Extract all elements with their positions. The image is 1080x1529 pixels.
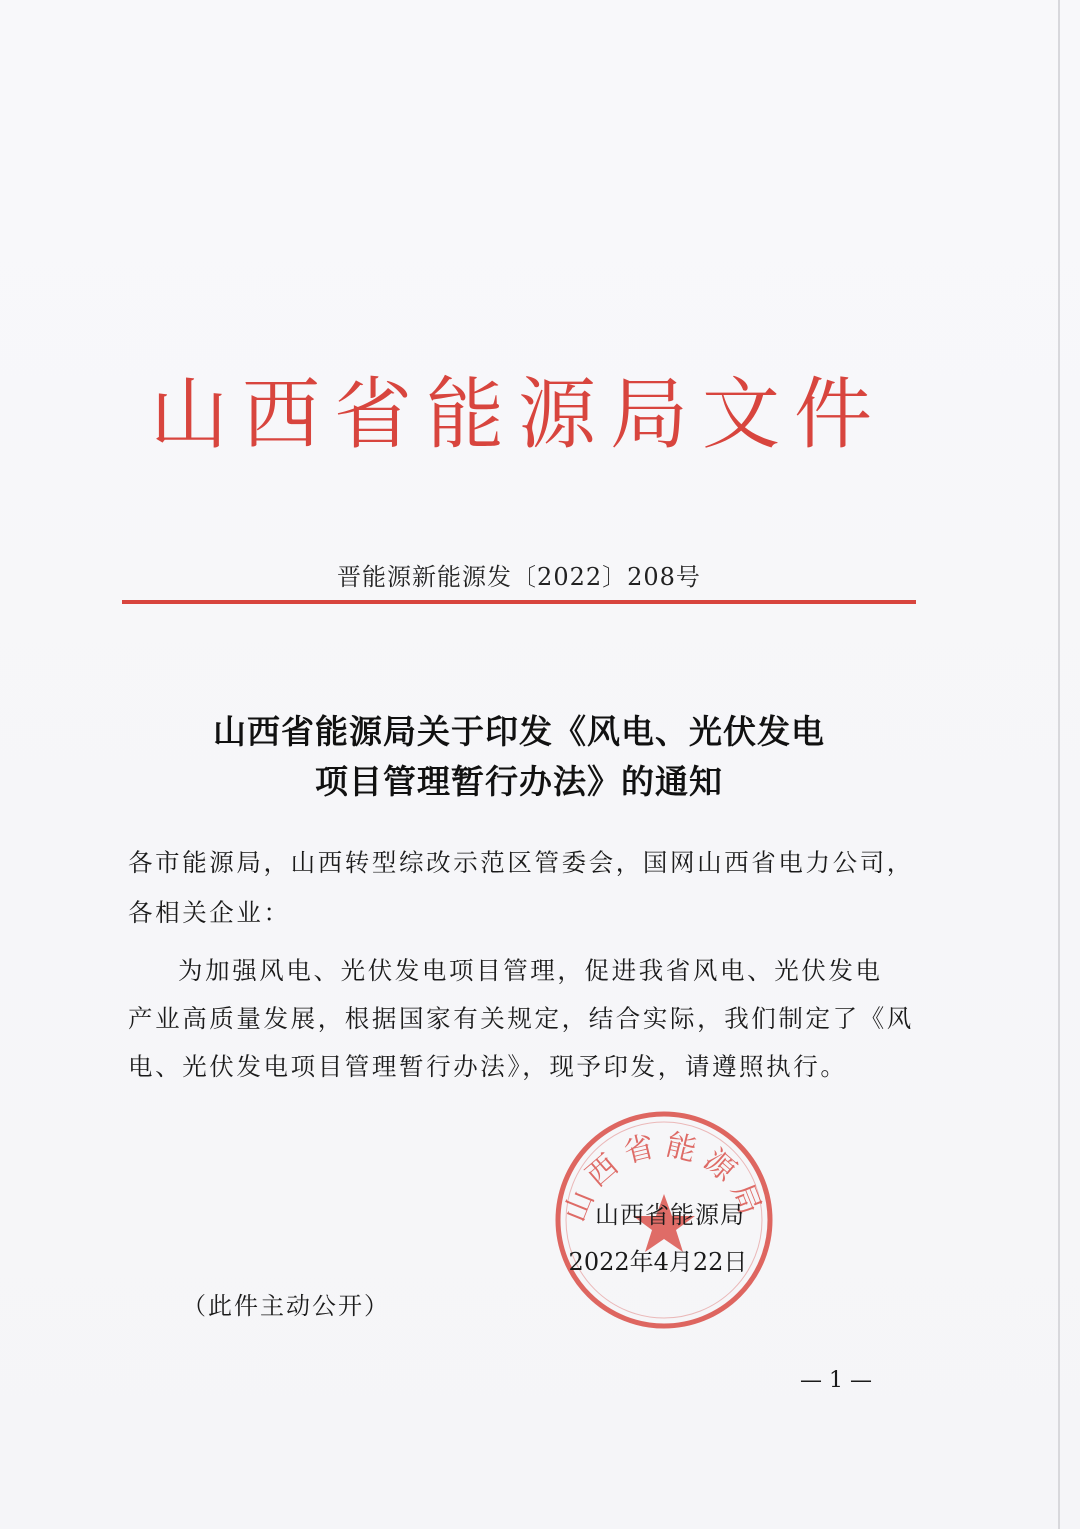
body-paragraph-line-1: 为加强风电、光伏发电项目管理，促进我省风电、光伏发电: [178, 956, 883, 985]
notice-title-line-1: 山西省能源局关于印发《风电、光伏发电: [213, 712, 825, 751]
notice-title-line-2: 项目管理暂行办法》的通知: [315, 762, 723, 801]
body-paragraph-line-2: 产业高质量发展，根据国家有关规定，结合实际，我们制定了《风: [128, 1004, 914, 1033]
document-number: 晋能源新能源发〔2022〕208号: [337, 563, 701, 591]
signature-date: 2022年4月22日: [568, 1248, 748, 1276]
page-number: — 1 —: [800, 1368, 872, 1393]
body-paragraph-line-3: 电、光伏发电项目管理暂行办法》，现予印发，请遵照执行。: [128, 1052, 848, 1081]
issuing-org-title: 山西省能源局文件: [150, 370, 887, 460]
svg-text:山西省能源局: 山西省能源局: [557, 1127, 771, 1227]
signature-organization: 山西省能源局: [595, 1201, 745, 1229]
red-divider-line: [122, 600, 916, 604]
page-edge-divider: [1058, 0, 1060, 1529]
recipients-line-1: 各市能源局，山西转型综改示范区管委会，国网山西省电力公司，: [128, 848, 914, 877]
public-disclosure-note: （此件主动公开）: [182, 1292, 390, 1320]
recipients-line-2: 各相关企业：: [128, 898, 291, 927]
